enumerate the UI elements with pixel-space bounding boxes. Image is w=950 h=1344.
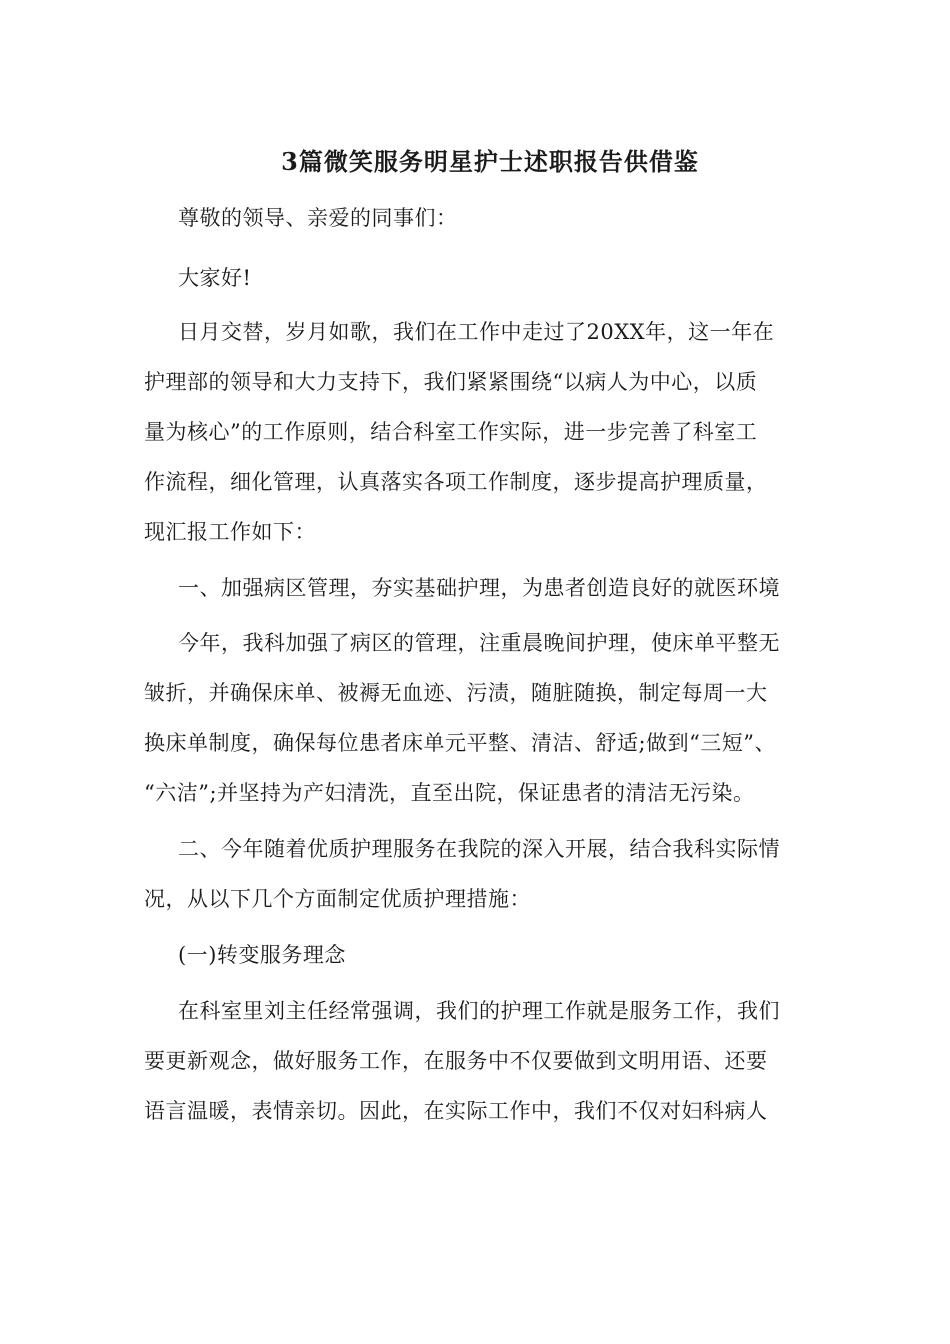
paragraph-line: 量为核心”的工作原则，结合科室工作实际，进一步完善了科室工 <box>144 420 758 444</box>
subsection-heading: (一)转变服务理念 <box>178 943 346 967</box>
paragraph-line: 二、今年随着优质护理服务在我院的深入开展，结合我科实际情 <box>178 837 780 861</box>
greeting: 大家好! <box>178 266 252 290</box>
paragraph-line: 现汇报工作如下： <box>144 520 316 544</box>
paragraph-line: 要更新观念，做好服务工作，在服务中不仅要做到文明用语、还要 <box>144 1049 768 1073</box>
paragraph-line: “六洁”;并坚持为产妇清洗，直至出院，保证患者的清洁无污染。 <box>144 781 755 805</box>
paragraph-line: 语言温暖，表情亲切。因此，在实际工作中，我们不仅对妇科病人 <box>144 1099 768 1123</box>
paragraph-line: 今年，我科加强了病区的管理，注重晨晚间护理，使床单平整无 <box>178 631 780 655</box>
paragraph-line: 日月交替，岁月如歌，我们在工作中走过了20XX年，这一年在 <box>178 320 775 344</box>
section-heading: 一、加强病区管理，夯实基础护理，为患者创造良好的就医环境 <box>178 576 780 600</box>
paragraph-line: 在科室里刘主任经常强调，我们的护理工作就是服务工作，我们 <box>178 999 780 1023</box>
paragraph-line: 况，从以下几个方面制定优质护理措施： <box>144 887 531 911</box>
paragraph-line: 换床单制度，确保每位患者床单元平整、清洁、舒适;做到“三短”、 <box>144 731 777 755</box>
salutation: 尊敬的领导、亲爱的同事们： <box>178 206 458 230</box>
paragraph-line: 皱折，并确保床单、被褥无血迹、污渍，随脏随换，制定每周一大 <box>144 681 768 705</box>
document-title: 3篇微笑服务明星护士述职报告供借鉴 <box>281 147 699 176</box>
paragraph-line: 作流程，细化管理，认真落实各项工作制度，逐步提高护理质量， <box>144 470 768 494</box>
paragraph-line: 护理部的领导和大力支持下，我们紧紧围绕“以病人为中心，以质 <box>144 370 758 394</box>
